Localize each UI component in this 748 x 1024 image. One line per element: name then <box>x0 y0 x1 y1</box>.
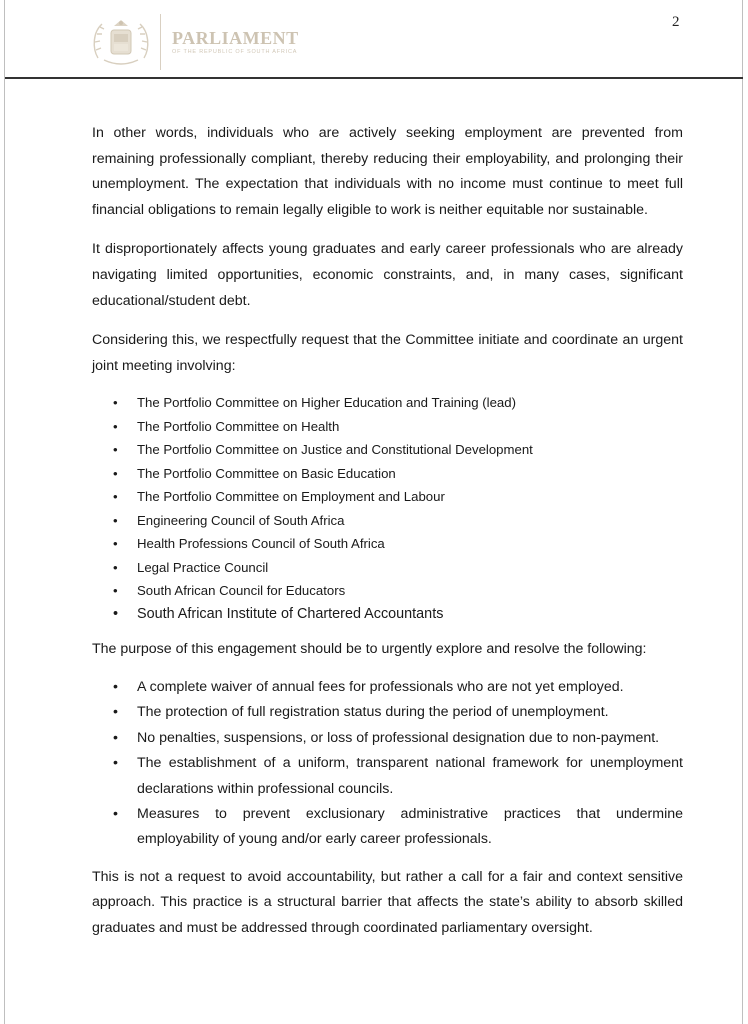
list-item: • Engineering Council of South Africa <box>92 509 683 533</box>
paragraph-young-graduates: It disproportionately affects young graduates and early career professionals who are already navigating limited opportunities, economic constraints, and, in many cases, significant educational/student debt. <box>92 241 683 309</box>
document-body <box>92 121 683 942</box>
participants-list <box>92 391 683 626</box>
list-item: • The Portfolio Committee on Justice and Constitutional Development <box>92 438 683 462</box>
parliament-crest-icon <box>90 14 152 70</box>
list-item: • Legal Practice Council <box>92 556 683 580</box>
paragraph-conclusion: This is not a request to avoid accountability, but rather a call for a fair and context sensitive approach. This practice is a structural barrier that affects the state’s ability to absorb skilled graduates and must be addressed through coordinated parliamentary oversight. <box>92 868 683 936</box>
page-edge-right <box>742 0 743 1024</box>
header-rule <box>5 77 743 79</box>
requests-list <box>92 675 683 853</box>
brand-subtitle: OF THE REPUBLIC OF SOUTH AFRICA <box>172 49 298 55</box>
paragraph-purpose: The purpose of this engagement should be to urgently explore and resolve the following: <box>92 641 647 658</box>
page-number: 2 <box>672 14 680 30</box>
list-item: • The Portfolio Committee on Basic Education <box>92 462 683 486</box>
list-item: • Measures to prevent exclusionary administrative practices that undermine employability of young and/or early career professionals. <box>92 802 683 853</box>
list-item: • South African Institute of Chartered Accountants <box>92 603 683 627</box>
list-item: • The Portfolio Committee on Health <box>92 415 683 439</box>
list-item: • The Portfolio Committee on Higher Education and Training (lead) <box>92 391 683 415</box>
list-item: • The protection of full registration status during the period of unemployment. <box>92 700 683 725</box>
list-item: • The establishment of a uniform, transparent national framework for unemployment declarations within professional councils. <box>92 751 683 802</box>
list-item: • No penalties, suspensions, or loss of professional designation due to non-payment. <box>92 726 683 751</box>
brand-name: PARLIAMENT <box>172 28 299 48</box>
list-item: • South African Council for Educators <box>92 579 683 603</box>
paragraph-unemployment-impact: In other words, individuals who are actively seeking employment are prevented from remaining professionally compliant, thereby reducing their employability, and prolonging their unemployment. The expectation that individuals with no income must continue to meet full financial obligations to remain legally eligible to work is neither equitable nor sustainable. <box>92 125 683 218</box>
list-item: • Health Professions Council of South Africa <box>92 532 683 556</box>
page-header <box>0 0 748 80</box>
list-item: • The Portfolio Committee on Employment and Labour <box>92 485 683 509</box>
header-divider <box>160 14 161 70</box>
list-item: • A complete waiver of annual fees for professionals who are not yet employed. <box>92 675 683 700</box>
page-edge-left <box>4 0 5 1024</box>
paragraph-request-meeting: Considering this, we respectfully request that the Committee initiate and coordinate an urgent joint meeting involving: <box>92 332 683 374</box>
